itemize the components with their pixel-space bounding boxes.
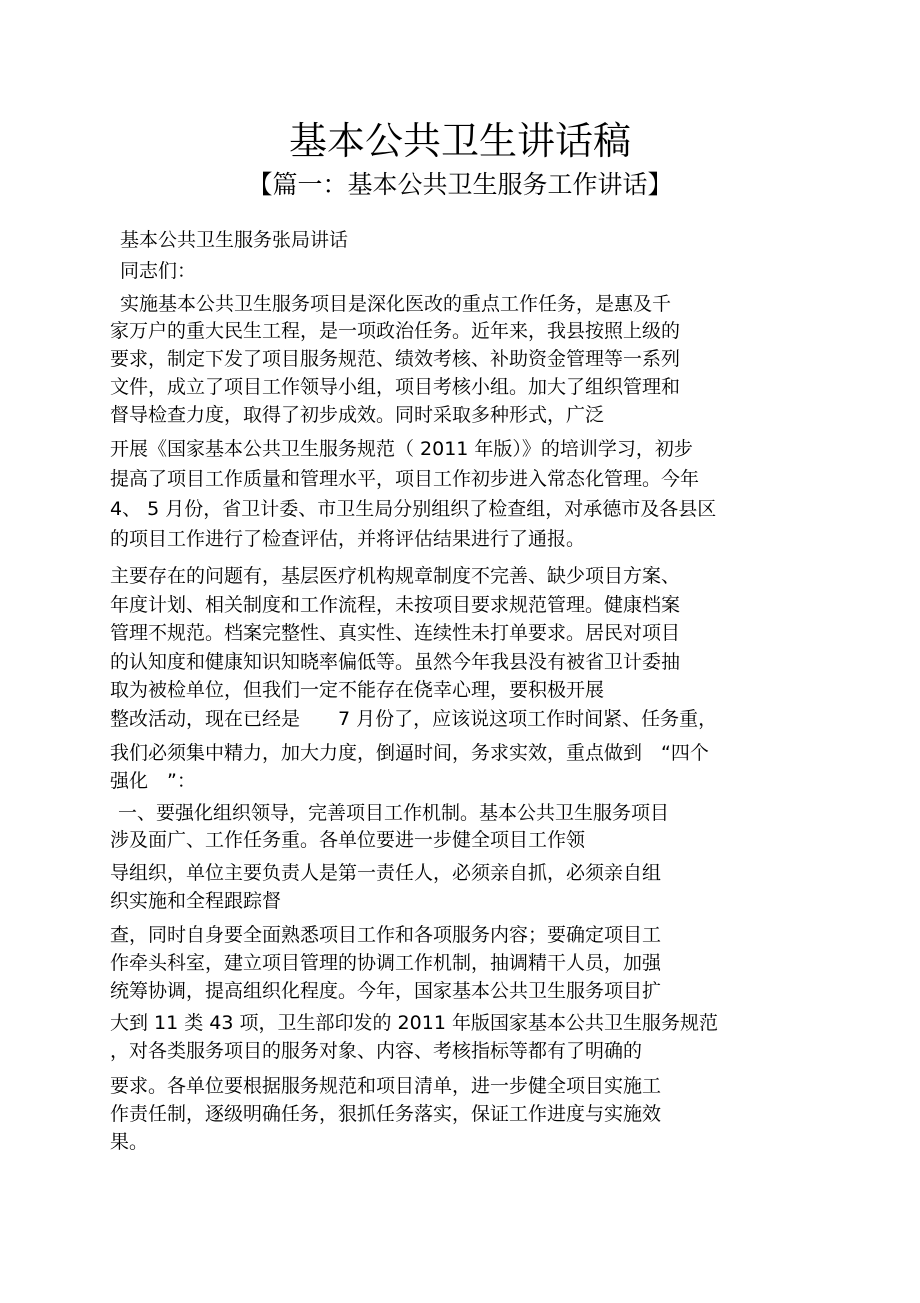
body-line: 文件，成立了项目工作领导小组，项目考核小组。加大了组织管理和 — [110, 376, 681, 398]
body-line: 涉及面广、工作任务重。各单位要进一步健全项目工作领 — [110, 829, 586, 851]
body-line: 查，同时自身要全面熟悉项目工作和各项服务内容；要确定项目工 — [110, 924, 662, 946]
body-line: 实施基本公共卫生服务项目是深化医改的重点工作任务，是惠及千 — [120, 293, 672, 315]
body-line: 主要存在的问题有，基层医疗机构规章制度不完善、缺少项目方案、 — [110, 565, 681, 587]
body-line: 导组织，单位主要负责人是第一责任人，必须亲自抓，必须亲自组 — [110, 862, 662, 884]
body-line: 要求。各单位要根据服务规范和项目清单，进一步健全项目实施工 — [110, 1075, 662, 1097]
body-line: 基本公共卫生服务张局讲话 — [120, 229, 349, 251]
body-line: 作责任制，逐级明确任务，狠抓任务落实，保证工作进度与实施效 — [110, 1103, 662, 1125]
body-line: 4、 5 月份，省卫计委、市卫生局分别组织了检查组，对承德市及各县区 — [110, 498, 717, 520]
body-line: 一、要强化组织领导，完善项目工作机制。基本公共卫生服务项目 — [118, 802, 670, 824]
body-line: 强化 ”： — [110, 770, 196, 792]
body-line: 统筹协调，提高组织化程度。今年，国家基本公共卫生服务项目扩 — [110, 980, 662, 1002]
body-line: 年度计划、相关制度和工作流程，未按项目要求规范管理。健康档案 — [110, 594, 681, 616]
document-subtitle: 【篇一：基本公共卫生服务工作讲话】 — [247, 170, 673, 199]
body-line: 整改活动，现在已经是 7 月份了，应该说这项工作时间紧、任务重， — [110, 708, 718, 730]
body-line: 织实施和全程跟踪督 — [110, 890, 282, 912]
document-title: 基本公共卫生讲话稿 — [288, 119, 631, 163]
body-line: 果。 — [110, 1131, 149, 1153]
body-line: 作牵头科室，建立项目管理的协调工作机制，抽调精干人员，加强 — [110, 952, 662, 974]
body-line: ，对各类服务项目的服务对象、内容、考核指标等都有了明确的 — [110, 1040, 643, 1062]
body-line: 督导检查力度，取得了初步成效。同时采取多种形式，广泛 — [110, 404, 605, 426]
body-line: 同志们： — [120, 260, 197, 282]
body-line: 的认知度和健康知识知晓率偏低等。虽然今年我县没有被省卫计委抽 — [110, 651, 681, 673]
body-line: 提高了项目工作质量和管理水平，项目工作初步进入常态化管理。今年 — [110, 468, 700, 490]
body-line: 家万户的重大民生工程，是一项政治任务。近年来，我县按照上级的 — [110, 320, 681, 342]
body-line: 取为被检单位，但我们一定不能存在侥幸心理，要积极开展 — [110, 679, 605, 701]
body-line: 要求，制定下发了项目服务规范、绩效考核、补助资金管理等一系列 — [110, 348, 681, 370]
body-line: 的项目工作进行了检查评估，并将评估结果进行了通报。 — [110, 528, 586, 550]
body-line: 大到 11 类 43 项，卫生部印发的 2011 年版国家基本公共卫生服务规范 — [110, 1012, 718, 1034]
body-line: 开展《国家基本公共卫生服务规范（ 2011 年版）》的培训学习，初步 — [110, 438, 693, 460]
body-line: 管理不规范。档案完整性、真实性、连续性未打单要求。居民对项目 — [110, 622, 681, 644]
body-line: 我们必须集中精力，加大力度，倒逼时间，务求实效，重点做到 “四个 — [110, 742, 709, 764]
